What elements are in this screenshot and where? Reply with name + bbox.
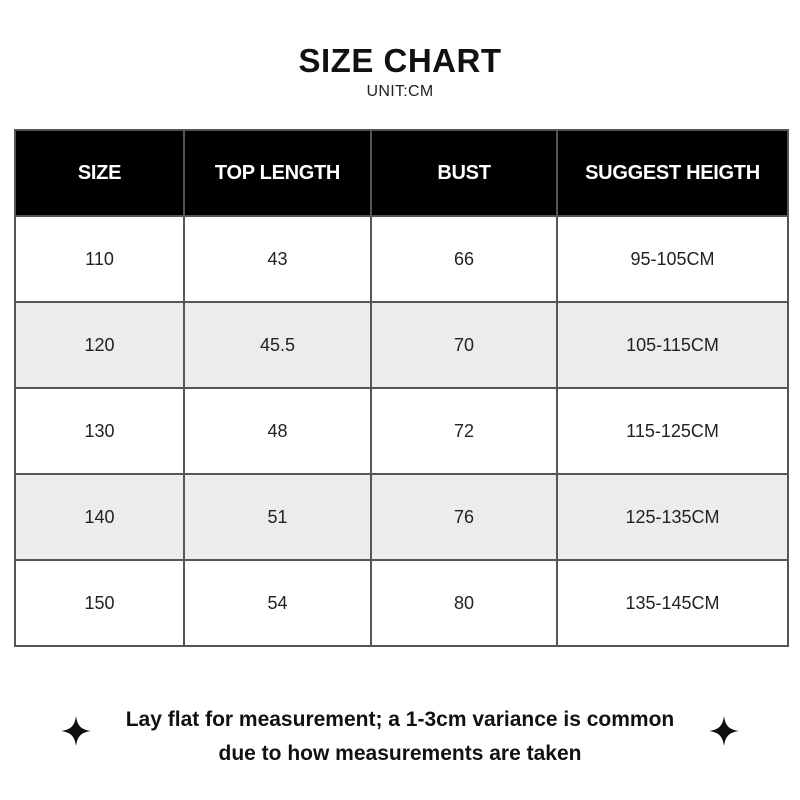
cell-suggest-height: 95-105CM: [557, 216, 788, 302]
cell-size: 120: [15, 302, 184, 388]
title-block: [0, 40, 800, 82]
cell-size: 150: [15, 560, 184, 646]
cell-suggest-height: 135-145CM: [557, 560, 788, 646]
cell-bust: 70: [371, 302, 557, 388]
column-header-size: SIZE: [15, 130, 184, 216]
cell-top-length: 48: [184, 388, 371, 474]
cell-bust: 76: [371, 474, 557, 560]
note-line-1: Lay flat for measurement; a 1-3cm variance is common: [125, 708, 675, 731]
cell-size: 130: [15, 388, 184, 474]
table-header-row: [15, 130, 788, 216]
cell-bust: 72: [371, 388, 557, 474]
cell-top-length: 54: [184, 560, 371, 646]
column-header-suggest-height: SUGGEST HEIGTH: [557, 130, 788, 216]
column-header-top-length: TOP LENGTH: [184, 130, 371, 216]
cell-suggest-height: 125-135CM: [557, 474, 788, 560]
cell-top-length: 43: [184, 216, 371, 302]
size-table: [14, 129, 789, 647]
table-row: [15, 474, 788, 560]
table-row: [15, 560, 788, 646]
table-row: [15, 302, 788, 388]
cell-bust: 80: [371, 560, 557, 646]
measurement-note: [0, 703, 800, 771]
cell-bust: 66: [371, 216, 557, 302]
cell-size: 110: [15, 216, 184, 302]
sparkle-icon: [709, 716, 739, 746]
cell-suggest-height: 115-125CM: [557, 388, 788, 474]
column-header-bust: BUST: [371, 130, 557, 216]
unit-label: UNIT:CM: [366, 83, 434, 100]
cell-suggest-height: 105-115CM: [557, 302, 788, 388]
cell-top-length: 45.5: [184, 302, 371, 388]
page-title: [299, 40, 502, 82]
page-title-text: SIZE CHART: [298, 42, 502, 79]
cell-top-length: 51: [184, 474, 371, 560]
cell-size: 140: [15, 474, 184, 560]
note-line-2: due to how measurements are taken: [218, 742, 582, 765]
table-row: [15, 216, 788, 302]
table-row: [15, 388, 788, 474]
